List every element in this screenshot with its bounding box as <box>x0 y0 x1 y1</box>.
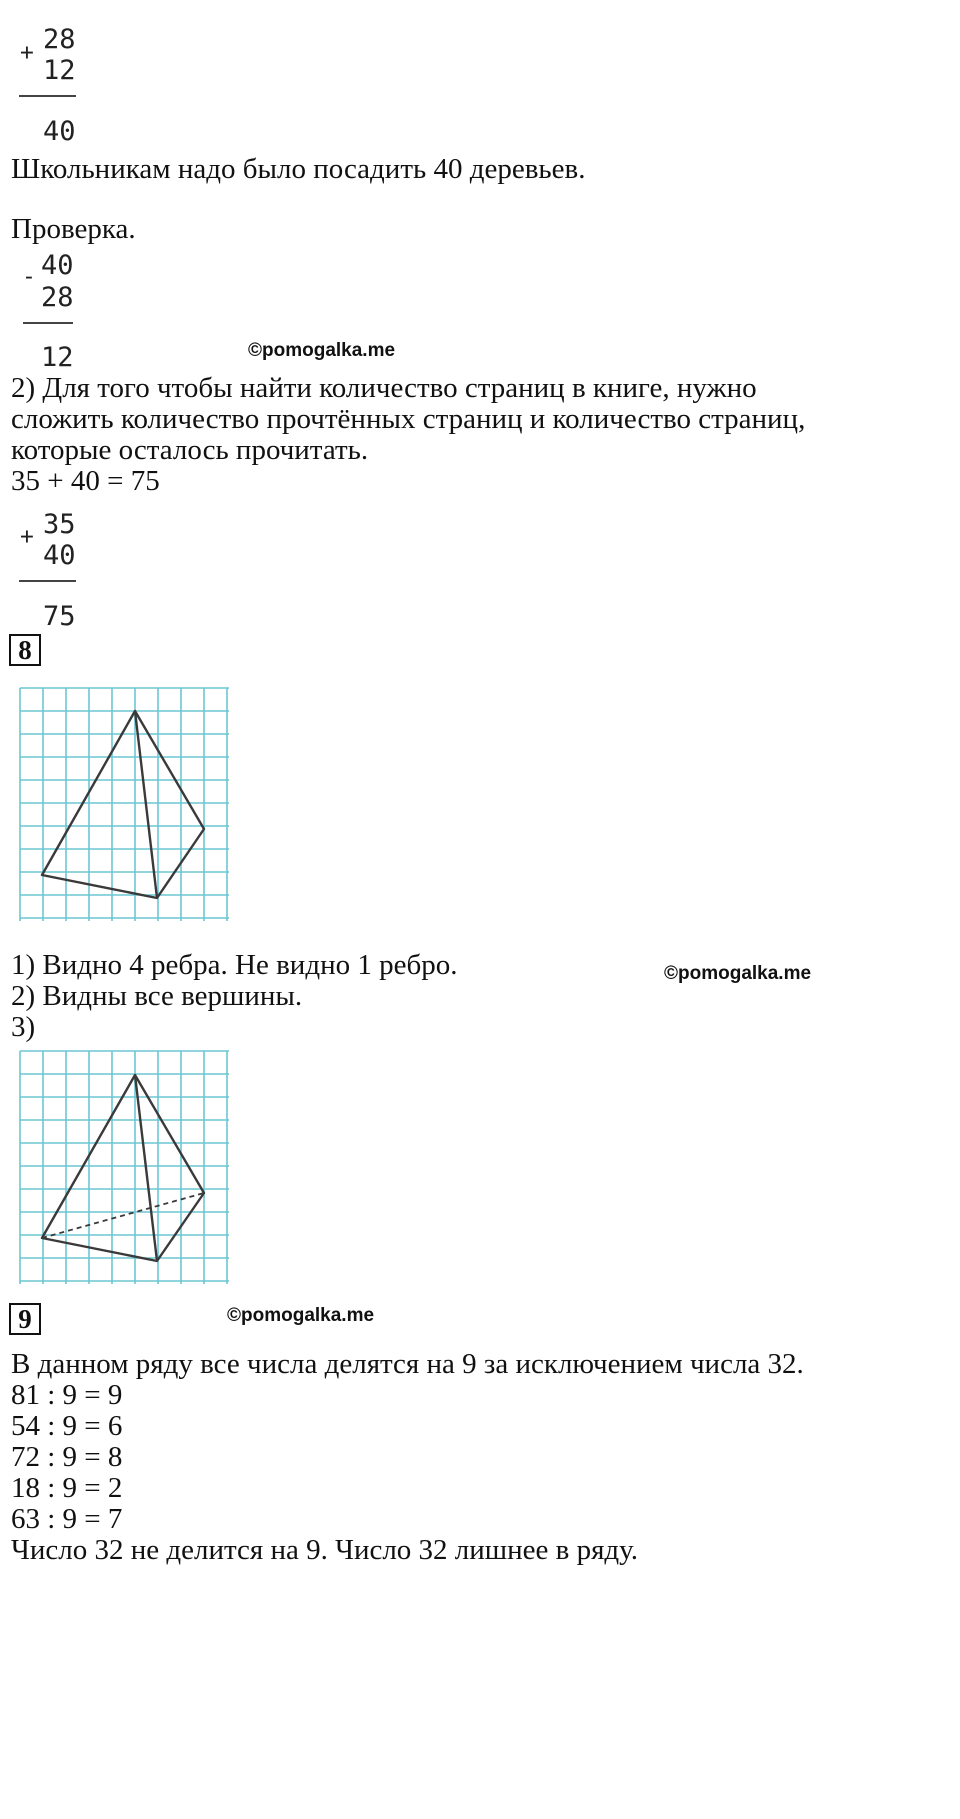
addend-bottom: 40 <box>43 540 76 571</box>
minus-sign: - <box>22 264 36 290</box>
sum-result: 40 <box>43 116 76 147</box>
subtrahend: 28 <box>41 282 74 313</box>
plus-sign: + <box>20 40 34 66</box>
difference-line <box>23 322 73 324</box>
answer-text-1: Школьникам надо было посадить 40 деревьев. <box>11 153 586 185</box>
task9-eq2: 54 : 9 = 6 <box>11 1410 123 1442</box>
addend-bottom: 12 <box>43 55 76 86</box>
watermark: ©pomogalka.me <box>248 340 396 361</box>
sum-line <box>19 95 76 97</box>
task9-eq4: 18 : 9 = 2 <box>11 1472 123 1504</box>
task-number-9: 9 <box>9 1303 41 1335</box>
grid-lines <box>20 688 229 921</box>
addend-top: 28 <box>43 24 76 55</box>
task8-answer2: 2) Видны все вершины. <box>11 980 303 1012</box>
task2-line1: 2) Для того чтобы найти количество страниц в книге, нужно <box>11 372 757 404</box>
plus-sign: + <box>20 524 34 550</box>
task8-answer1: 1) Видно 4 ребра. Не видно 1 ребро. <box>11 949 458 981</box>
grid-lines <box>20 1051 229 1284</box>
task9-intro: В данном ряду все числа делятся на 9 за исключением числа 32. <box>11 1348 804 1380</box>
difference-result: 12 <box>41 342 74 373</box>
check-label: Проверка. <box>11 213 136 245</box>
watermark: ©pomogalka.me <box>227 1305 375 1326</box>
task9-eq1: 81 : 9 = 9 <box>11 1379 123 1411</box>
task9-conclusion: Число 32 не делится на 9. Число 32 лишнее в ряду. <box>11 1534 639 1566</box>
addend-top: 35 <box>43 509 76 540</box>
task9-eq3: 72 : 9 = 8 <box>11 1441 123 1473</box>
task9-eq5: 63 : 9 = 7 <box>11 1503 123 1535</box>
task2-line3: которые осталось прочитать. <box>11 434 369 466</box>
pyramid-grid-figure-1 <box>18 686 232 924</box>
task8-answer3: 3) <box>11 1011 36 1043</box>
task2-line2: сложить количество прочтённых страниц и количество страниц, <box>11 403 806 435</box>
sum-line <box>19 580 76 582</box>
watermark: ©pomogalka.me <box>664 963 812 984</box>
task-number-8: 8 <box>9 634 41 666</box>
pyramid-grid-figure-2 <box>18 1049 232 1287</box>
task2-equation: 35 + 40 = 75 <box>11 465 160 497</box>
minuend: 40 <box>41 250 74 281</box>
sum-result: 75 <box>43 601 76 632</box>
